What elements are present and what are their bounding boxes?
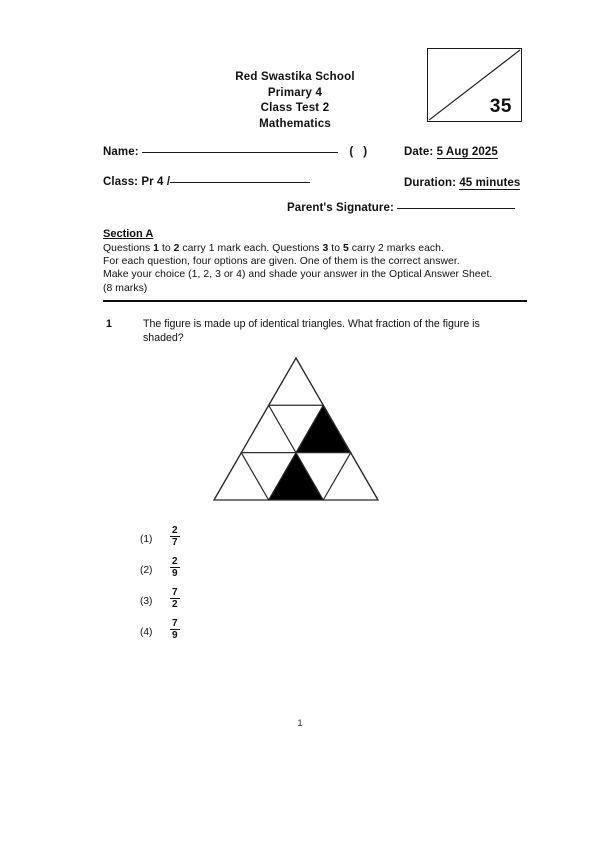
option-1-numerator: 2: [172, 525, 178, 536]
section-a-block: [103, 228, 533, 295]
option-3-label: (3): [140, 596, 153, 607]
triangle-cell-r1c1: [269, 358, 324, 405]
instr-1-b: 1: [153, 243, 160, 254]
name-input-line[interactable]: [142, 152, 338, 153]
section-divider: [103, 300, 527, 302]
option-3-numerator: 7: [172, 587, 178, 598]
option-2[interactable]: [140, 556, 300, 587]
option-3-denominator: 2: [172, 599, 178, 610]
option-4-denominator: 9: [172, 630, 178, 641]
instr-1-h: 5: [342, 243, 349, 254]
option-1-denominator: 7: [172, 537, 178, 548]
question-text: The figure is made up of identical triangles. What fraction of the figure is shaded?: [143, 318, 480, 344]
total-marks-value: 35: [489, 96, 512, 117]
date-value: 5 Aug 2025: [436, 146, 498, 158]
duration-label: Duration:: [404, 177, 457, 189]
triangle-figure: [196, 350, 396, 522]
instruction-line-3: Make your choice (1, 2, 3 or 4) and shade your answer in the Optical Answer Sheet.: [103, 269, 493, 281]
triangle-figure-svg: [196, 350, 396, 522]
section-title: Section A: [103, 228, 154, 240]
class-label: Class: Pr 4 /: [103, 176, 171, 188]
instruction-marks: (8 marks): [103, 282, 148, 294]
index-number-field[interactable]: [341, 146, 375, 158]
answer-options: [140, 525, 300, 649]
option-2-numerator: 2: [172, 556, 178, 567]
option-3[interactable]: [140, 587, 300, 618]
option-4-numerator: 7: [172, 618, 178, 629]
name-label: Name:: [103, 146, 139, 158]
instr-1-d: 2: [173, 243, 180, 254]
instr-1-a: Questions: [103, 243, 154, 254]
duration-value: 45 minutes: [459, 177, 521, 189]
subject-name: Mathematics: [259, 117, 331, 130]
instr-1-c: to: [159, 243, 174, 254]
date-label: Date:: [404, 146, 434, 158]
instr-1-e: carry 1 mark each. Questions: [179, 243, 323, 254]
option-2-denominator: 9: [172, 568, 178, 579]
name-field-row: [103, 146, 375, 158]
assessment-name: Class Test 2: [260, 102, 330, 114]
option-4-fraction: [170, 618, 180, 641]
option-1[interactable]: [140, 525, 300, 556]
class-input-line[interactable]: [170, 182, 310, 183]
option-1-fraction: [170, 525, 180, 548]
option-2-fraction: [170, 556, 180, 579]
instruction-line-2: For each question, four options are given. One of them is the correct answer.: [103, 256, 460, 268]
index-paren-open: (: [349, 146, 354, 158]
option-3-fraction: [170, 587, 180, 610]
instruction-line-1: [103, 242, 533, 255]
option-4[interactable]: [140, 618, 300, 649]
section-instructions: [103, 242, 533, 295]
level-name: Primary 4: [267, 86, 323, 99]
question-number: 1: [106, 318, 112, 330]
class-field-row: [103, 176, 310, 188]
instr-1-i: carry 2 marks each.: [348, 243, 444, 254]
exam-header: [180, 70, 410, 132]
page-number: 1: [297, 718, 303, 729]
duration-field-row: [404, 177, 520, 189]
option-2-label: (2): [140, 565, 153, 576]
parent-signature-row: [287, 202, 515, 214]
school-name: Red Swastika School: [235, 71, 355, 83]
option-1-label: (1): [140, 534, 153, 545]
instr-1-g: to: [328, 243, 343, 254]
instr-1-f: 3: [322, 243, 329, 254]
parent-signature-line[interactable]: [397, 208, 515, 209]
index-paren-close: ): [363, 146, 368, 158]
date-field-row: [404, 146, 498, 158]
parent-signature-label: Parent's Signature:: [287, 202, 394, 214]
total-marks-box: [427, 48, 522, 122]
option-4-label: (4): [140, 627, 153, 638]
